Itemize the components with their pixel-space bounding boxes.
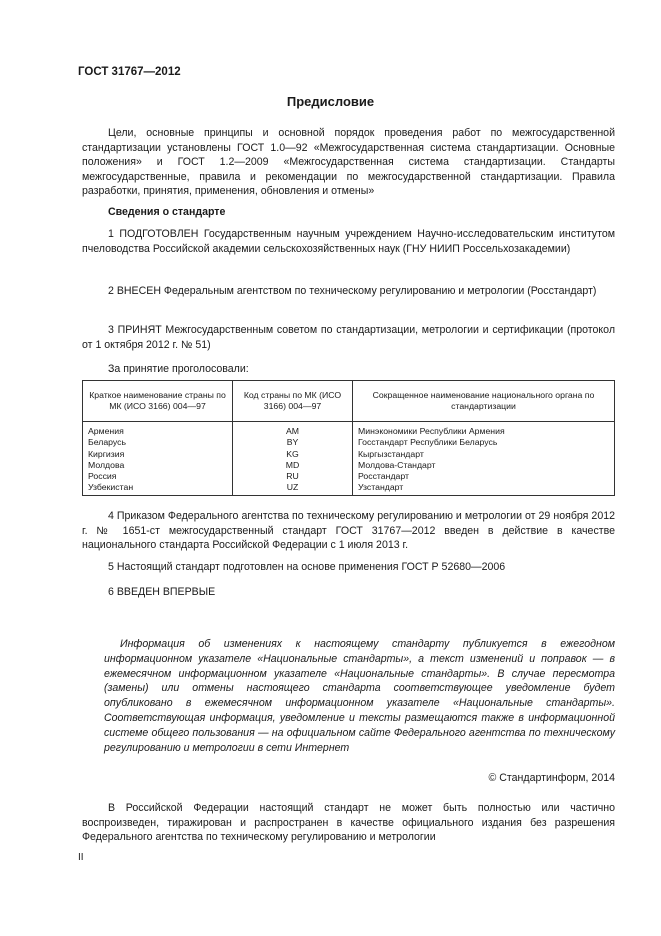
- info-notice: Информация об изменениях к настоящему стандарту публикуется в ежегодном информационном указателе «Национальные стандарты», а текст изменений и поправок — в ежемесячном информационном указателе «Национальные стандарты». В случае пересмотра (замены) или отмены настоящего стандарта соответствующее уведомление будет опубликовано в ежемесячном информационном указателе «Национальные стандарты». Соответствующая информация, уведомление и тексты размещаются также в информационной системе общего пользования — на официальном сайте Федерального агентства по техническому регулированию и метрологии в сети Интернет: [104, 638, 615, 754]
- item-5-paragraph: 5 Настоящий стандарт подготовлен на основе применения ГОСТ Р 52680—2006: [108, 561, 506, 573]
- body-cell: Госстандарт Республики Беларусь: [353, 437, 615, 448]
- table-row: [83, 422, 615, 438]
- section-title: Сведения о стандарте: [108, 206, 226, 218]
- page-title: Предисловие: [286, 94, 375, 109]
- table-header-body: Сокращенное наименование национального органа по стандартизации: [353, 381, 615, 422]
- rights-notice: В Российской Федерации настоящий стандарт не может быть полностью или частично воспроизведен, тиражирован и распространен в качестве официального издания без разрешения Федерального агентства по техническому регулированию и метрологии: [82, 802, 615, 844]
- table-header-code: Код страны по МК (ИСО 3166) 004—97: [233, 381, 353, 422]
- body-cell: Минэкономики Республики Армения: [353, 422, 615, 438]
- item-2-paragraph: 2 ВНЕСЕН Федеральным агентством по техническому регулированию и метрологии (Росстандарт): [108, 285, 597, 297]
- code-cell: UZ: [233, 482, 353, 495]
- table-row: [83, 482, 615, 495]
- item-4-paragraph: 4 Приказом Федерального агентства по техническому регулированию и метрологии от 29 ноября 2012 г. № 1651-ст межгосударственный стандарт ГОСТ 31767—2012 введен в действие в качестве национального стандарта Российской Федерации с 1 июля 2013 г.: [82, 510, 615, 552]
- table-header-row: [83, 381, 615, 422]
- code-cell: RU: [233, 471, 353, 482]
- country-cell: Киргизия: [83, 449, 233, 460]
- vote-label: За принятие проголосовали:: [108, 363, 249, 375]
- copyright: © Стандартинформ, 2014: [488, 772, 615, 784]
- table-row: [83, 437, 615, 448]
- item-1-paragraph: 1 ПОДГОТОВЛЕН Государственным научным учреждением Научно-исследовательским институтом пчеловодства Российской академии сельскохозяйственных наук (ГНУ НИИП Россельхозакадемии): [82, 228, 615, 255]
- body-cell: Росстандарт: [353, 471, 615, 482]
- table-row: [83, 471, 615, 482]
- table-row: [83, 460, 615, 471]
- country-cell: Армения: [83, 422, 233, 438]
- country-cell: Россия: [83, 471, 233, 482]
- item-3-paragraph: 3 ПРИНЯТ Межгосударственным советом по стандартизации, метрологии и сертификации (протокол от 1 октября 2012 г. № 51): [82, 324, 615, 351]
- body-cell: Молдова-Стандарт: [353, 460, 615, 471]
- code-cell: AM: [233, 422, 353, 438]
- table-header-country: Краткое наименование страны по МК (ИСО 3166) 004—97: [83, 381, 233, 422]
- page-number: II: [78, 852, 84, 863]
- body-cell: Кыргызстандарт: [353, 449, 615, 460]
- intro-paragraph: Цели, основные принципы и основной порядок проведения работ по межгосударственной стандартизации установлены ГОСТ 1.0—92 «Межгосударственная система стандартизации. Основные положения» и ГОСТ 1.2—2009 «Межгосударственная система стандартизации. Стандарты межгосударственные, правила и рекомендации по межгосударственной стандартизации. Правила разработки, принятия, применения, обновления и отмены»: [82, 127, 615, 198]
- country-cell: Беларусь: [83, 437, 233, 448]
- table-row: [83, 449, 615, 460]
- code-cell: BY: [233, 437, 353, 448]
- document-code-header: ГОСТ 31767—2012: [78, 66, 181, 78]
- country-cell: Молдова: [83, 460, 233, 471]
- country-cell: Узбекистан: [83, 482, 233, 495]
- code-cell: MD: [233, 460, 353, 471]
- code-cell: KG: [233, 449, 353, 460]
- item-6-paragraph: 6 ВВЕДЕН ВПЕРВЫЕ: [108, 586, 216, 598]
- body-cell: Узстандарт: [353, 482, 615, 495]
- voting-countries-table: [82, 380, 615, 496]
